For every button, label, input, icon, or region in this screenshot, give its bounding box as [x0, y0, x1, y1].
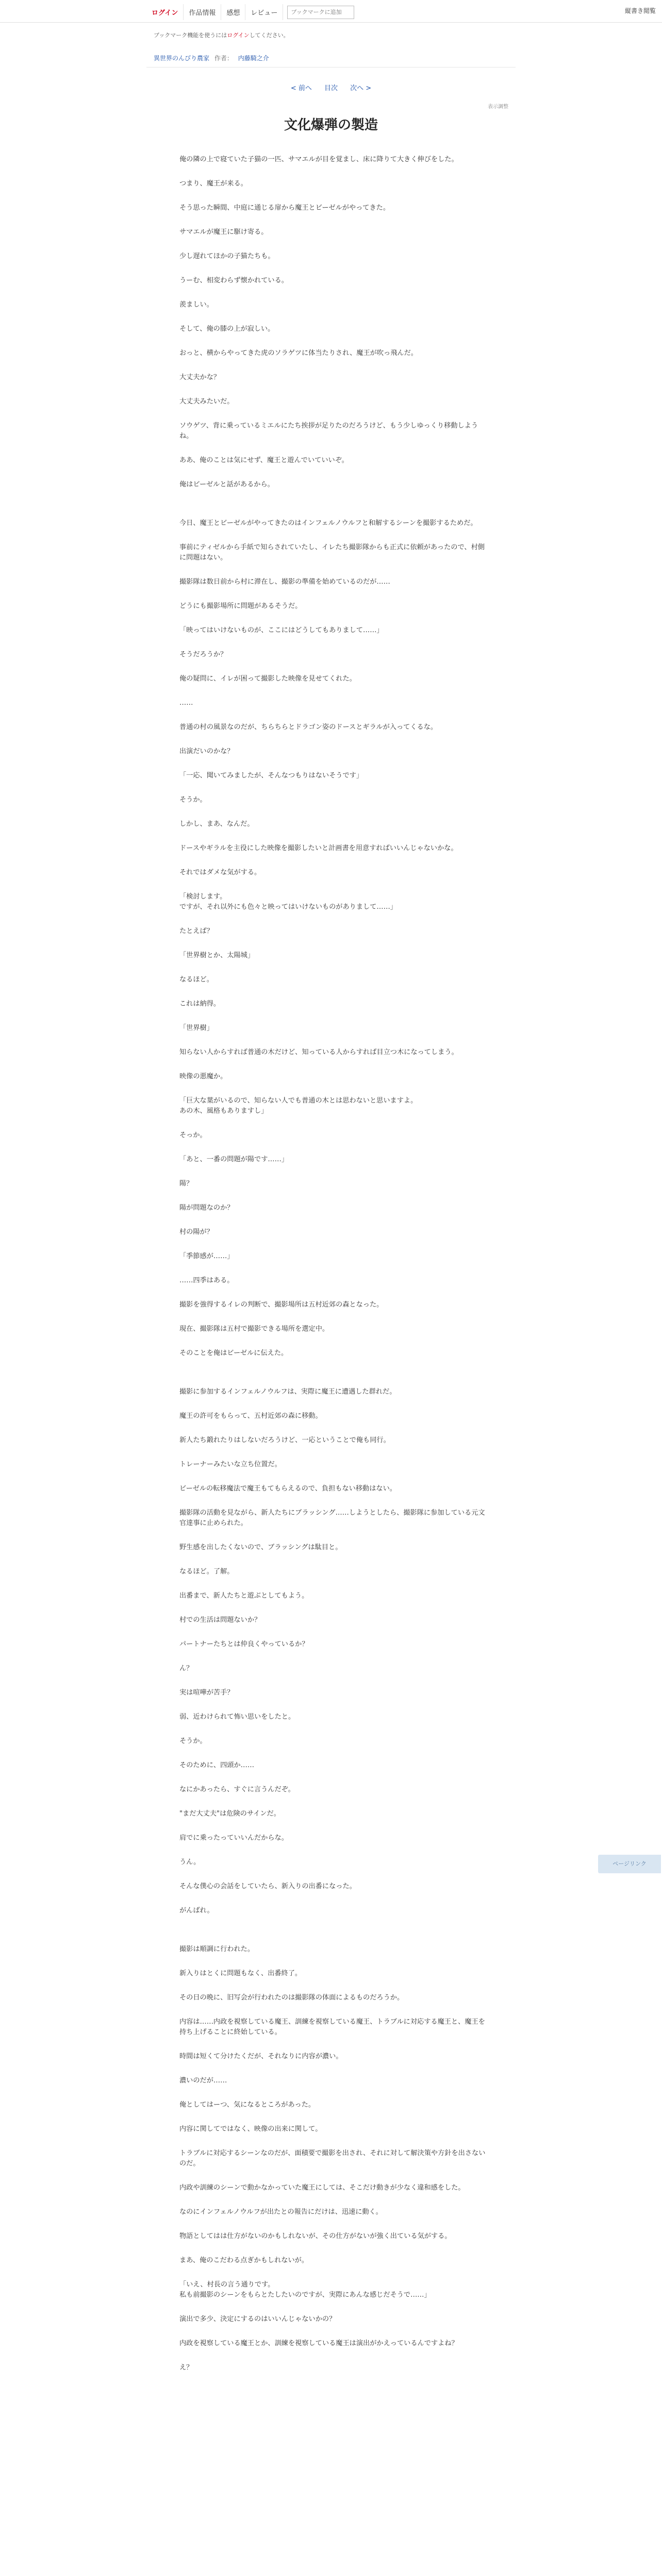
body-paragraph: "まだ大丈夫"は危険のサインだ。: [179, 1810, 280, 1818]
body-paragraph: 「巨大な葉がいるので、知らない人でも普通の木とは思わないと思いますよ。 あの木、風格もありますし」: [179, 1097, 418, 1115]
notice-text-before: ブックマーク機能を使うには: [154, 32, 227, 39]
chapter-title: 文化爆弾の製造: [284, 117, 378, 133]
body-paragraph: そのことを俺はビーゼルに伝えた。: [179, 1349, 288, 1357]
body-paragraph: 撮影隊は数日前から村に滞在し、撮影の準備を始めているのだが……: [179, 578, 390, 586]
body-paragraph: 内政を視察している魔王とか、訓練を視察している魔王は演出がかえっているんですよね？: [179, 2340, 458, 2347]
body-paragraph: 野生感を出したくないので、ブラッシングは駄目と。: [179, 1544, 342, 1551]
body-paragraph: 「一応、聞いてみましたが、そんなつもりはないそうです」: [179, 772, 363, 779]
body-paragraph: 事前にティゼルから手紙で知らされていたし、イレたち撮影隊からも正式に依頼があったので、村側に問題はない。: [179, 544, 485, 562]
body-paragraph: 「季節感が……」: [179, 1252, 234, 1260]
next-chapter-link[interactable]: 次へ >: [350, 84, 372, 92]
top-navigation-bar: [0, 0, 662, 23]
body-paragraph: パートナーたちとは仲良くやっているか？: [179, 1640, 309, 1648]
vertical-view-button[interactable]: 縦書き閲覧: [624, 7, 656, 14]
body-paragraph: しかし、まあ、なんだ。: [179, 820, 254, 828]
body-paragraph: 魔王の許可をもらって、五村近郊の森に移動。: [179, 1412, 322, 1420]
breadcrumb: [154, 54, 272, 62]
author-link[interactable]: 内藤騎之介: [238, 55, 269, 62]
body-paragraph: 出番まで、新人たちと遊ぶとしてもよう。: [179, 1592, 309, 1600]
body-paragraph: 村の陽が？: [179, 1228, 213, 1236]
prev-chapter-link[interactable]: < 前へ: [290, 84, 312, 92]
page-link-tab[interactable]: ページリンク: [598, 1855, 661, 1873]
body-paragraph: 少し遅れてほかの子猫たちも。: [179, 252, 275, 260]
body-paragraph: なのにインフェルノウルフが出たとの報告にだけは、迅速に動く。: [179, 2208, 383, 2216]
body-paragraph: 知らない人からすれば普通の木だけど、知っている人からすれば目立つ木になってしまう。: [179, 1048, 458, 1056]
paragraph-break: [179, 504, 489, 518]
body-paragraph: 撮影は順調に行われた。: [179, 1945, 255, 1953]
paragraph-break: [179, 1930, 489, 1944]
body-paragraph: ん？: [179, 1665, 193, 1672]
body-paragraph: 村での生活は問題ないか？: [179, 1616, 261, 1624]
chapter-body: [179, 155, 489, 2387]
body-paragraph: ああ、俺のことは気にせず、魔王と遊んでいていいぞ。: [179, 456, 349, 464]
body-paragraph: そうか。: [179, 1737, 207, 1745]
body-paragraph: 俺としてはーつ、気になるところがあった。: [179, 2101, 316, 2109]
body-paragraph: 撮影を強得するイレの判断で、撮影場所は五村近郊の森となった。: [179, 1301, 384, 1309]
body-paragraph: 時間は短くて分けたくだが、それなりに内容が濃い。: [179, 2053, 343, 2060]
body-paragraph: 新入りはとくに問題もなく、出番終了。: [179, 1970, 302, 1977]
body-paragraph: ドースやギラルを主役にした映像を撮影したいと計画書を用意すればいいんじゃないかな。: [179, 844, 458, 852]
body-paragraph: 「いえ、村長の言う通りです。 私も前撮影のシーンをもらとたしたいのですが、実際にあんな感じだそうで……」: [179, 2281, 431, 2299]
body-paragraph: え？: [179, 2364, 193, 2371]
body-paragraph: 「検討します。 ですが、それ以外にも色々と映ってはいけないものがありまして……」: [179, 893, 397, 911]
body-paragraph: そうだろうか？: [179, 651, 227, 658]
header-menu: [146, 4, 354, 20]
body-paragraph: つまり、魔王が来る。: [179, 180, 247, 188]
series-title-link[interactable]: 異世界のんびり農家: [154, 55, 210, 62]
body-paragraph: うーむ、相変わらず懐かれている。: [179, 277, 288, 284]
body-paragraph: 内容に関してではなく、映像の出来に関して。: [179, 2125, 322, 2133]
body-paragraph: 大丈夫かな？: [179, 374, 221, 381]
body-paragraph: 今日、魔王とビーゼルがやってきたのはインフェルノウルフと和解するシーンを撮影するためだ。: [179, 519, 477, 527]
body-paragraph: トレーナーみたいな立ち位置だ。: [179, 1461, 282, 1468]
display-settings-link[interactable]: 表示調整: [488, 104, 508, 110]
body-paragraph: そう思った瞬間、中庭に通じる扉から魔王とビーゼルがやってきた。: [179, 204, 390, 212]
toc-link[interactable]: 目次: [324, 84, 338, 92]
body-paragraph: ビーゼルの転移魔法で魔王もてもらえるので、負担もない移動はない。: [179, 1485, 396, 1493]
body-paragraph: 俺はビーゼルと話があるから。: [179, 481, 274, 488]
body-paragraph: そうか。: [179, 796, 207, 804]
body-paragraph: 新人たち鍛れたりはしないだろうけど、一応ということで俺も同行。: [179, 1436, 390, 1444]
body-paragraph: なるほど。了解。: [179, 1568, 234, 1575]
body-paragraph: 俺の疑問に、イレが困って撮影した映像を見せてくれた。: [179, 675, 356, 683]
body-paragraph: そして、俺の膝の上が寂しい。: [179, 325, 275, 333]
body-paragraph: 出演だいのかな？: [179, 748, 234, 755]
body-paragraph: 撮影に参加するインフェルノウルフは、実際に魔王に遭遇した群れだ。: [179, 1388, 396, 1396]
body-paragraph: たとえば？: [179, 927, 213, 935]
body-paragraph: 肩でに乗ったっていいんだからな。: [179, 1834, 288, 1842]
body-paragraph: 撮影隊の活動を見ながら、新人たちにブラッシング……しようとしたら、撮影隊に参加している元文官達事に止められた。: [179, 1509, 485, 1527]
body-paragraph: 陽が問題なのか？: [179, 1204, 234, 1212]
nav-link-impressions[interactable]: 感想: [221, 4, 245, 20]
body-paragraph: 内容は……内政を視察している魔王、訓練を視察している魔王、トラブルに対応する魔王と、魔王を持ち上げることに終始している。: [179, 2018, 485, 2036]
body-paragraph: 物語としてはは仕方がないのかもしれないが、その仕方がないが強く出ている気がする。: [179, 2232, 452, 2240]
body-paragraph: 内政や訓練のシーンで動かなかっていた魔王にしては、そこだけ動きが少なく違和感をした。: [179, 2184, 465, 2192]
nav-link-novel-info[interactable]: 作品情報: [184, 4, 221, 20]
body-paragraph: それではダメな気がする。: [179, 869, 261, 876]
body-paragraph: サマエルが魔王に駆け寄る。: [179, 228, 268, 236]
body-paragraph: 「世界樹とか、太陽城」: [179, 952, 255, 959]
body-paragraph: 「映ってはいけないものが、ここにはどうしてもありまして……」: [179, 626, 384, 634]
body-paragraph: まあ、俺のこだわる点ぎかもしれないが。: [179, 2257, 309, 2264]
body-paragraph: 羨ましい。: [179, 301, 213, 309]
body-paragraph: 演出で多少、決定にするのはいいんじゃないかの？: [179, 2315, 336, 2323]
body-paragraph: 弱、近わけられて怖い思いをしたと。: [179, 1713, 295, 1721]
body-paragraph: 濃いのだが……: [179, 2077, 227, 2084]
body-paragraph: ……: [179, 699, 193, 707]
author-label: 作者：: [214, 55, 233, 62]
body-paragraph: がんばれ。: [179, 1907, 214, 1914]
body-paragraph: うん。: [179, 1858, 201, 1866]
body-paragraph: ソウゲツ、背に乗っているミエルにたち挨拶が足りたのだろうけど、もう少しゆっくり移動しようね。: [179, 422, 478, 440]
paragraph-break: [179, 1372, 489, 1387]
body-paragraph: 陽？: [179, 1180, 193, 1188]
body-paragraph: これは納得。: [179, 1000, 221, 1008]
body-paragraph: 映像の悪魔か。: [179, 1073, 227, 1080]
notice-text-after: してください。: [249, 32, 289, 39]
body-paragraph: そのために、四頭か……: [179, 1761, 255, 1769]
body-paragraph: 俺の隣の上で寝ていた子猫の一匹、サマエルが目を覚まし、床に降りて大きく伸びをした。: [179, 156, 458, 163]
bookmark-input[interactable]: [287, 6, 354, 19]
body-paragraph: 大丈夫みたいだ。: [179, 398, 234, 405]
body-paragraph: 普通の村の風景なのだが、ちらちらとドラゴン姿のドースとギラルが入ってくるな。: [179, 723, 438, 731]
body-paragraph: なるほど。: [179, 976, 213, 984]
body-paragraph: トラブルに対応するシーンなのだが、面積要で撮影を出され、それに対して解決策や方針を出さないのだ。: [179, 2149, 486, 2167]
body-paragraph: どうにも撮影場所に問題があるそうだ。: [179, 602, 302, 610]
login-link[interactable]: ログイン: [146, 4, 184, 20]
notice-login-link[interactable]: ログイン: [227, 32, 250, 39]
chapter-pager: [0, 82, 662, 92]
body-paragraph: おっと、横からやってきた虎のソラゲツに体当たりされ、魔王が吹っ飛んだ。: [179, 349, 418, 357]
bookmark-notice: [154, 31, 289, 39]
body-paragraph: そっか。: [179, 1131, 207, 1139]
body-paragraph: そんな僕心の会話をしていたら、新入りの出番になった。: [179, 1883, 356, 1890]
body-paragraph: なにかあったら、すぐに言うんだぞ。: [179, 1786, 295, 1793]
body-paragraph: その日の晩に、旧写会が行われたのは撮影隊の体面によるものだろうか。: [179, 1994, 404, 2002]
body-paragraph: ……四季はある。: [179, 1277, 234, 1284]
body-paragraph: 現在、撮影隊は五村で撮影できる場所を選定中。: [179, 1325, 329, 1333]
body-paragraph: 「世界樹」: [179, 1024, 213, 1032]
body-paragraph: 「あと、一番の問題が陽です……」: [179, 1156, 288, 1163]
body-paragraph: 実は喧嘩が苦手？: [179, 1689, 234, 1697]
nav-link-review[interactable]: レビュー: [245, 4, 283, 20]
